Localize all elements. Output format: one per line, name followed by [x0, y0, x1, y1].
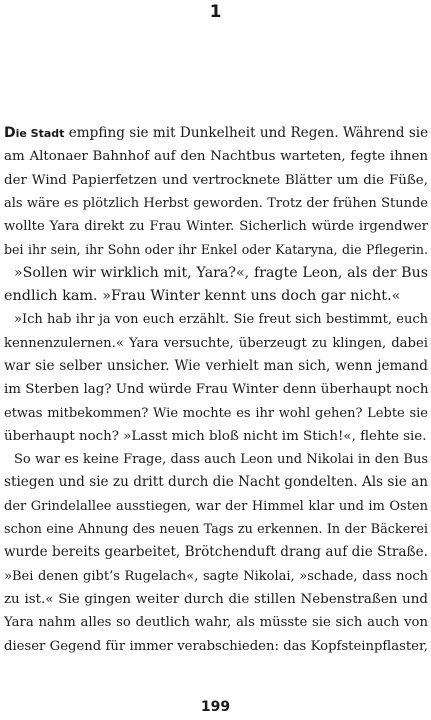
text-line-17: der Grindelallee ausstiegen, war der Himmel klar und im Osten	[4, 498, 428, 514]
text-line-6: bei ihr sein, ihr Sohn oder ihr Enkel oder Kataryna, die Pflegerin.	[4, 242, 428, 258]
chapter-number: 1	[209, 2, 222, 22]
text-line-1	[4, 122, 428, 145]
text-line-12: im Sterben lag? Und würde Frau Winter denn überhaupt noch	[4, 382, 429, 398]
text-line-5: wollte Yara direkt zu Frau Winter. Sicherlich würde irgendwer	[4, 219, 428, 235]
text-line-16: stiegen und sie zu dritt durch die Nacht gondelten. Als sie an	[4, 474, 428, 491]
lead-in	[4, 125, 64, 141]
body-text	[4, 122, 428, 658]
text-line-4: als wäre es plötzlich Herbst geworden. Trotz der frühen Stunde	[4, 195, 428, 211]
text-line-3: der Wind Papierfetzen und vertrocknete Blätter um die Füße,	[4, 172, 428, 188]
lead-in-smallcaps: ie Stadt	[15, 127, 65, 140]
lead-in-initial: D	[4, 125, 16, 141]
text-line-11: war sie selber unsicher. Wie verhielt man sich, wenn jemand	[4, 357, 428, 374]
text-line-9: »Ich hab ihr ja von euch erzählt. Sie freut sich bestimmt, euch	[14, 312, 428, 328]
text-line-7: »Sollen wir wirklich mit, Yara?«, fragte Leon, als der Bus	[14, 264, 428, 281]
text-line-15: So war es keine Frage, dass auch Leon und Nikolai in den Bus	[14, 452, 428, 468]
text-line-18: schon eine Ahnung des neuen Tags zu erkennen. In der Bäckerei	[4, 522, 428, 538]
text-line-1-rest: empfing sie mit Dunkelheit und Regen. Während sie	[64, 125, 429, 141]
page-number: 199	[200, 699, 231, 715]
text-line-14: überhaupt noch? »Lasst mich bloß nicht im Stich!«, flehte sie.	[4, 428, 427, 444]
text-line-21: zu ist.« Sie gingen weiter durch die stillen Nebenstraßen und	[4, 591, 428, 607]
text-line-20: »Bei denen gibt’s Rugelach«, sagte Nikolai, »schade, dass noch	[4, 568, 428, 584]
text-line-19: wurde bereits gearbeitet, Brötchenduft drang auf die Straße.	[4, 544, 428, 561]
text-line-13: etwas mitbekommen? Wie mochte es ihr wohl gehen? Lebte sie	[4, 405, 428, 421]
text-line-22: Yara nahm alles so deutlich wahr, als müsste sie sich auch von	[4, 615, 428, 631]
text-line-10: kennenzulernen.« Yara versuchte, überzeugt zu klingen, dabei	[4, 335, 428, 351]
text-line-2: am Altonaer Bahnhof auf den Nachtbus warteten, fegte ihnen	[4, 149, 428, 165]
text-line-8: endlich kam. »Frau Winter kennt uns doch gar nicht.«	[4, 288, 401, 305]
text-line-23: dieser Gegend für immer verabschieden: das Kopfsteinpflaster,	[4, 638, 428, 654]
